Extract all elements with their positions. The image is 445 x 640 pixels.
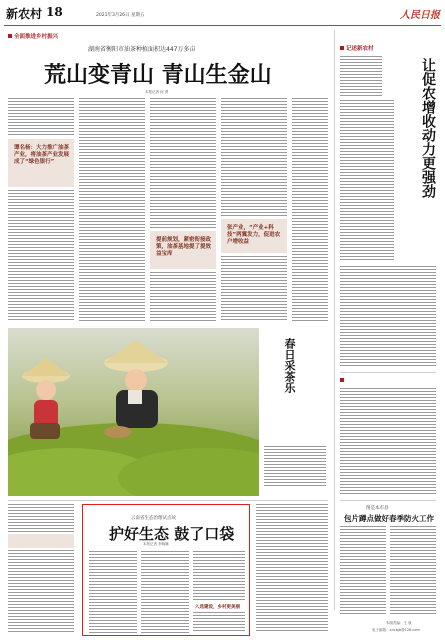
body-text-col2 (79, 98, 145, 322)
feature-box (82, 504, 250, 636)
feature-text-col3b (193, 612, 245, 633)
pull-quote-2 (150, 231, 216, 269)
brief-kicker: 图是本市县 (366, 506, 389, 511)
feature-subhead: 入选建设，乡村更美丽 (195, 605, 240, 610)
page-number: 18 (46, 5, 63, 19)
bottom-text-col1b (8, 550, 74, 632)
header-rule (4, 25, 441, 26)
right-rule-1 (340, 372, 436, 373)
right-rule-2 (340, 500, 436, 501)
section-name: 新农村 (6, 7, 43, 21)
body-text-col1b (8, 190, 74, 322)
photo-bottom-rule (8, 500, 328, 501)
column-divider (334, 30, 335, 610)
pull-quote-1 (8, 139, 74, 187)
feature-text-col2 (141, 551, 189, 633)
right-article-title: 让促农增收动力更强劲 (420, 58, 436, 198)
body-text-col4a (221, 98, 287, 216)
right-intro-text (340, 56, 382, 98)
article-byline: 本报记者 何 勇 (145, 90, 169, 94)
body-text-col4b (221, 256, 287, 322)
header-bar (4, 4, 441, 24)
brief-text-col2 (390, 526, 436, 616)
article-title: 荒山变青山 青山生金山 (44, 62, 272, 88)
pull-quote-3-text: 张产业，“产业+科技”两翼发力，促进农户增收益 (227, 225, 281, 245)
pull-quote-3 (221, 219, 287, 253)
photo-illustration (8, 328, 259, 496)
photo-caption-title: 春日采茶乐 (283, 338, 296, 393)
tea-picking-photo (8, 328, 259, 496)
footer-editor: 本版责编：王 航 (386, 621, 412, 625)
body-text-col3b (150, 272, 216, 322)
feature-title: 护好生态 鼓了口袋 (109, 525, 235, 543)
right-text-a (340, 100, 394, 260)
bottom-subhead-1 (8, 534, 74, 548)
pull-quote-2-text: 提前规划，紧密衔接政策，油茶基地提了提效益宝库 (156, 237, 212, 257)
feature-byline: 本报记者 李晓娜 (143, 542, 169, 546)
photo-caption-box (262, 328, 328, 496)
column-tag-right: 记述新农村 (340, 44, 374, 52)
brief-text-col1 (340, 526, 386, 616)
right-text-c (340, 388, 436, 496)
body-text-col5 (292, 98, 328, 322)
body-text-col1 (8, 98, 74, 136)
issue-date: 2021年3月26日 星期五 (96, 13, 145, 18)
feature-text-col3a (193, 551, 245, 601)
footer-email: 电子邮箱：xncbjb@126.com (372, 628, 420, 632)
column-tag-right-2 (340, 378, 346, 384)
brief-title: 包片蹲点做好春季防火工作 (344, 514, 434, 523)
column-tag-left: 全面推进乡村振兴 (8, 32, 58, 40)
feature-kicker: 云南省生态治理试点故 (131, 516, 176, 521)
pull-quote-1-text: 谭名杨：大力推广油茶产业，将油茶产业发展成了“绿色银行” (14, 145, 70, 165)
feature-text-col1 (89, 551, 137, 633)
right-text-b (340, 266, 436, 366)
bottom-text-col5 (256, 504, 328, 632)
photo-caption-text (264, 446, 326, 486)
body-text-col3a (150, 98, 216, 228)
bottom-text-col1 (8, 504, 74, 532)
masthead-logo: 人民日报 (400, 10, 440, 21)
article-subtitle: 湖南省衡阳市油茶种植面积达447万多亩 (88, 46, 196, 53)
